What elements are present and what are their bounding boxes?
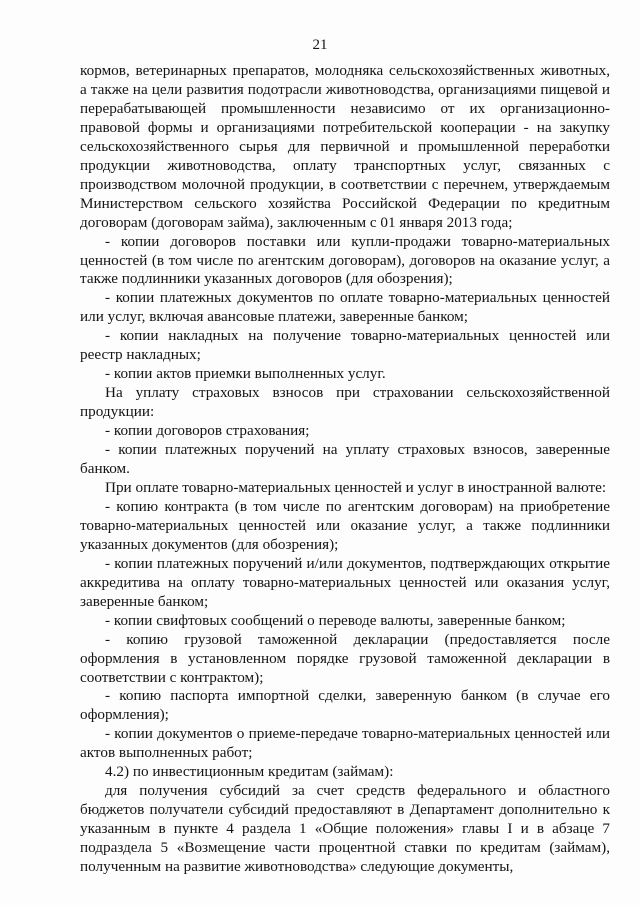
paragraph: - копии накладных на получение товарно-материальных ценностей или реестр накладных; (80, 327, 610, 364)
paragraph: На уплату страховых взносов при страховании сельскохозяйственной продукции: (80, 384, 610, 421)
paragraph: - копии актов приемки выполненных услуг. (105, 365, 386, 383)
paragraph: для получения субсидий за счет средств федерального и областного бюджетов получатели субсидий предоставляют в Департамент дополнительно к указанным в пункте 4 раздела 1 «Общие положения» главы I и в абзаце 7 подраздела 5 «Возмещение части процентной ставки по кредитам (займам), полученным на развитие животноводства» следующие документы, (80, 782, 610, 876)
paragraph: - копии документов о приеме-передаче товарно-материальных ценностей или актов выполненных работ; (80, 725, 610, 762)
paragraph: - копии платежных поручений на уплату страховых взносов, заверенные банком. (80, 441, 610, 478)
page-number: 21 (312, 37, 328, 53)
paragraph: кормов, ветеринарных препаратов, молодняка сельскохозяйственных животных, а также на цели развития подотрасли животноводства, организациями пищевой и перерабатывающей промышленности независимо от их организационно-правовой формы и организациями потребительской кооперации - на закупку сельскохозяйственного сырья для первичной и промышленной переработки продукции животноводства, оплату транспортных услуг, связанных с производством молочной продукции, в соответствии с перечнем, утверждаемым Министерством сельского хозяйства Российской Федерации по кредитным договорам (договорам займа), заключенным с 01 января 2013 года; (80, 62, 610, 231)
paragraph: - копии платежных поручений и/или документов, подтверждающих открытие аккредитива на оплату товарно-материальных ценностей или оказания услуг, заверенные банком; (80, 554, 610, 610)
paragraph: - копии договоров поставки или купли-продажи товарно-материальных ценностей (в том числе по агентским договорам), договоров на оказание услуг, а также подлинники указанных договоров (для обозрения); (80, 232, 610, 288)
paragraph: - копии свифтовых сообщений о переводе валюты, заверенные банком; (105, 611, 566, 629)
paragraph: - копию грузовой таможенной декларации (предоставляется после оформления в установленном порядке грузовой таможенной декларации в соответствии с контрактом); (80, 630, 610, 686)
paragraph: - копии платежных документов по оплате товарно-материальных ценностей или услуг, включая авансовые платежи, заверенные банком; (80, 289, 610, 326)
paragraph: - копии договоров страхования; (105, 422, 310, 440)
paragraph: При оплате товарно-материальных ценностей и услуг в иностранной валюте: (105, 478, 607, 496)
paragraph: - копию паспорта импортной сделки, заверенную банком (в случае его оформления); (80, 687, 610, 724)
paragraph: - копию контракта (в том числе по агентским договорам) на приобретение товарно-материальных ценностей или оказание услуг, а также подлинники указанных документов (для обозрения); (80, 497, 610, 553)
document-body (80, 62, 610, 877)
paragraph: 4.2) по инвестиционным кредитам (займам): (105, 763, 394, 781)
